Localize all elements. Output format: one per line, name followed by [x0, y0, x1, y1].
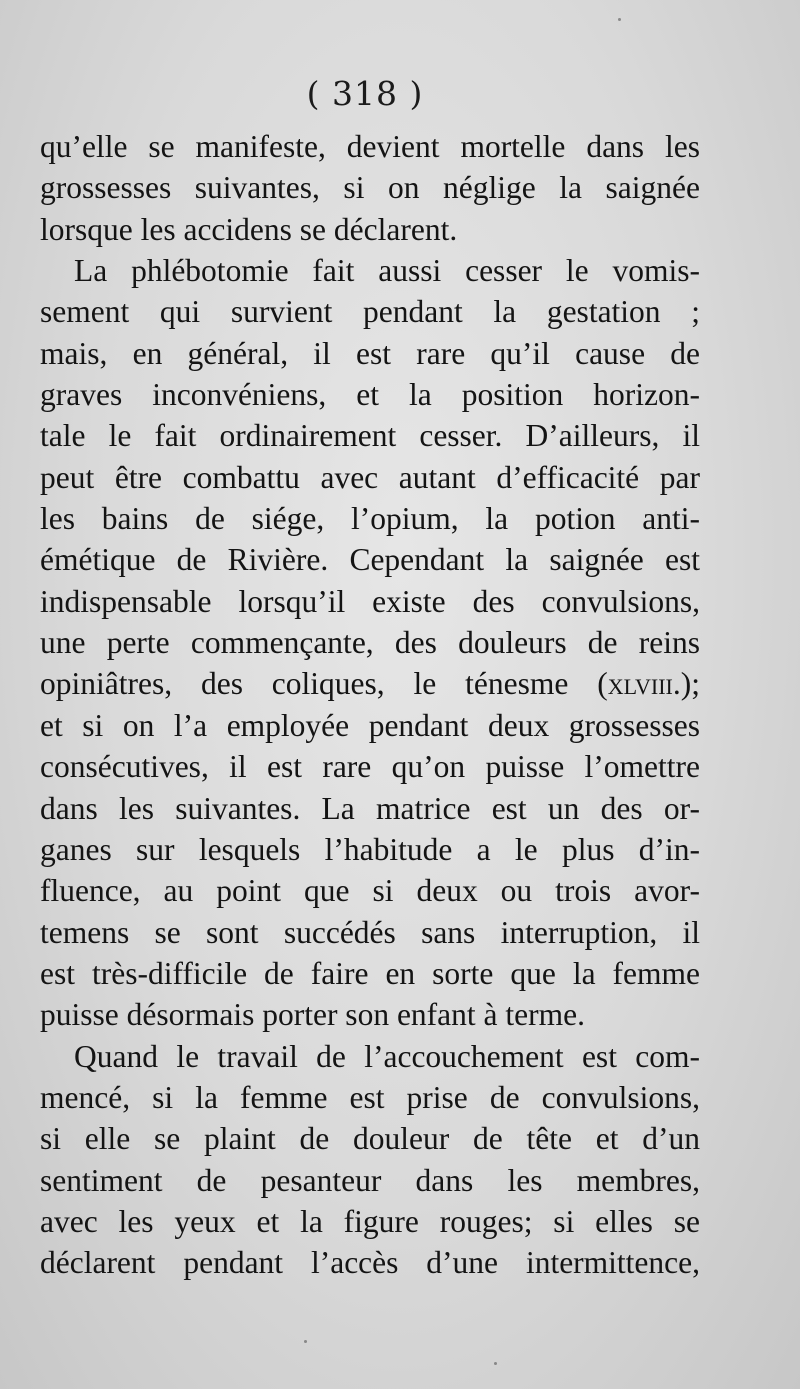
paper-speck [618, 18, 621, 21]
text-line: qu’elle se manifeste, devient mortelle dans les [40, 129, 700, 164]
text-line: mais, en général, il est rare qu’il cause de [40, 335, 700, 371]
paragraph-1 [40, 126, 700, 250]
text-line: les bains de siége, l’opium, la potion anti- [40, 501, 700, 537]
text-line: si elle se plaint de douleur de tête et d’un [40, 1121, 700, 1157]
text-line: mencé, si la femme est prise de convulsions, [40, 1079, 700, 1115]
text-line: lorsque les accidens se déclarent. [40, 211, 458, 247]
page-number: ( 318 ) [306, 74, 424, 113]
text-line: une perte commençante, des douleurs de reins [40, 625, 700, 661]
body-text [40, 126, 700, 1284]
text-line: est très-difficile de faire en sorte que la femme [40, 955, 700, 991]
paragraph-3 [40, 1036, 700, 1284]
text-line: graves inconvéniens, et la position horizon- [40, 377, 700, 413]
text-line: dans les suivantes. La matrice est un des or- [40, 790, 700, 826]
roman-reference: xlviii. [607, 666, 681, 702]
paper-speck [494, 1362, 497, 1365]
text-line: consécutives, il est rare qu’on puisse l’omettre [40, 749, 700, 785]
text-line: sement qui survient pendant la gestation ; [40, 294, 700, 330]
text-line: et si on l’a employée pendant deux grossesses [40, 707, 700, 743]
text-line: déclarent pendant l’accès d’une intermittence, [40, 1245, 700, 1281]
text-line: fluence, au point que si deux ou trois avor- [40, 873, 700, 909]
text-line: puisse désormais porter son enfant à terme. [40, 997, 585, 1033]
text-line: sentiment de pesanteur dans les membres, [40, 1162, 700, 1198]
text-line: Quand le travail de l’accouchement est com- [74, 1038, 700, 1074]
text-line: La phlébotomie fait aussi cesser le vomis- [74, 253, 700, 289]
text-line: temens se sont succédés sans interruption, il [40, 914, 700, 950]
text-line: indispensable lorsqu’il existe des convulsions, [40, 583, 700, 619]
text-line: émétique de Rivière. Cependant la saignée est [40, 542, 700, 578]
text-line: tale le fait ordinairement cesser. D’ailleurs, il [40, 418, 700, 454]
text-line: avec les yeux et la figure rouges; si elles se [40, 1203, 700, 1239]
text-line: peut être combattu avec autant d’efficacité par [40, 459, 700, 495]
text-line: ganes sur lesquels l’habitude a le plus d’in- [40, 831, 700, 867]
text-line: grossesses suivantes, si on néglige la saignée [40, 170, 700, 206]
paragraph-2 [40, 250, 700, 1036]
paper-speck [304, 1340, 307, 1343]
text-line: opiniâtres, des coliques, le ténesme (xlviii.); [40, 666, 700, 702]
